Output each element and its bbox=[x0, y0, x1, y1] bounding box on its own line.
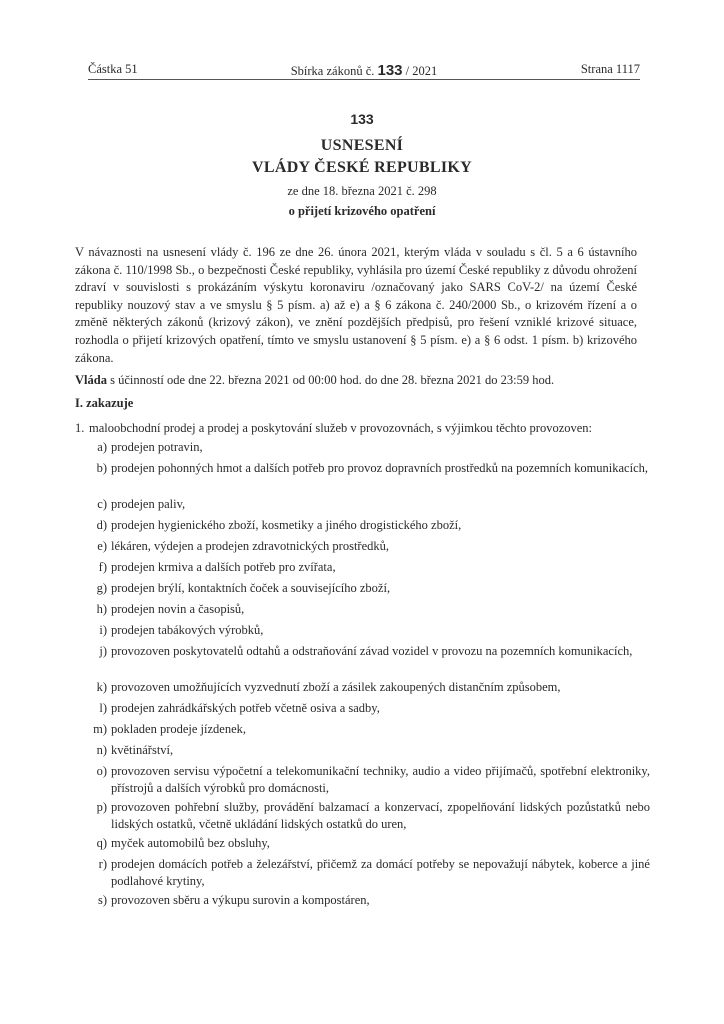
sub-item-text: provozoven servisu výpočetní a telekomunikační techniky, audio a video přijímačů, spotřební elektroniky, přístrojů a dalších výrobků pro domácnosti, bbox=[111, 764, 650, 795]
header-collection-year: / 2021 bbox=[405, 64, 438, 78]
page-header bbox=[88, 58, 640, 80]
item-number: 1. bbox=[75, 421, 85, 435]
sub-item-letter: f) bbox=[98, 560, 107, 574]
sub-item-letter: b) bbox=[96, 461, 107, 475]
section-heading: I. zakazuje bbox=[75, 396, 134, 410]
sub-item-letter: a) bbox=[97, 440, 107, 454]
sub-item-letter: p) bbox=[96, 800, 107, 814]
document-subject: o přijetí krizového opatření bbox=[288, 204, 436, 218]
sub-item bbox=[75, 460, 650, 477]
sub-item-text: provozoven umožňujících vyzvednutí zboží a zásilek zakoupených distančním způsobem, bbox=[111, 680, 561, 694]
sub-item-text: prodejen krmiva a dalších potřeb pro zvířata, bbox=[111, 560, 336, 574]
sub-item-letter: d) bbox=[96, 518, 107, 532]
sub-item bbox=[75, 742, 650, 759]
sub-item-text: prodejen potravin, bbox=[111, 440, 203, 454]
sub-item bbox=[75, 496, 650, 513]
header-rule bbox=[88, 79, 640, 80]
document-title: USNESENÍ bbox=[320, 137, 404, 154]
sub-item-text: prodejen novin a časopisů, bbox=[111, 602, 245, 616]
sub-item-text: provozoven sběru a výkupu surovin a kompostáren, bbox=[111, 893, 370, 907]
sub-item-text: prodejen tabákových výrobků, bbox=[111, 623, 264, 637]
sub-item-text: prodejen brýlí, kontaktních čoček a souvisejícího zboží, bbox=[111, 581, 391, 595]
sub-item-text: prodejen paliv, bbox=[111, 497, 186, 511]
sub-item bbox=[75, 439, 650, 456]
sub-item bbox=[75, 700, 650, 717]
header-page-number: Strana 1117 bbox=[580, 62, 640, 76]
sub-item bbox=[75, 763, 650, 796]
document-number: 133 bbox=[350, 111, 374, 127]
sub-item-text: lékáren, výdejen a prodejen zdravotnických prostředků, bbox=[111, 539, 390, 553]
document-issuer: VLÁDY ČESKÉ REPUBLIKY bbox=[252, 159, 472, 176]
sub-item-letter: e) bbox=[97, 539, 107, 553]
sub-item-text: prodejen pohonných hmot a dalších potřeb pro provoz dopravních prostředků na pozemních komunikacích, bbox=[111, 461, 649, 475]
sub-item-letter: n) bbox=[96, 743, 107, 757]
sub-item bbox=[75, 799, 650, 832]
sub-item bbox=[75, 601, 650, 618]
sub-item bbox=[75, 622, 650, 639]
item-text: maloobchodní prodej a prodej a poskytování služeb v provozovnách, s výjimkou těchto provozoven: bbox=[89, 421, 593, 435]
sub-item-letter: i) bbox=[99, 623, 107, 637]
sub-item-text: prodejen zahrádkářských potřeb včetně osiva a sadby, bbox=[111, 701, 380, 715]
sub-item bbox=[75, 538, 650, 555]
sub-item bbox=[75, 643, 650, 660]
header-collection-prefix: Sbírka zákonů č. bbox=[290, 64, 375, 78]
sub-item-text: prodejen domácích potřeb a železářství, přičemž za domácí potřeby se nepovažují nábytek, koberce a jiné podlahové krytiny, bbox=[111, 857, 650, 888]
effective-period: s účinností ode dne 22. března 2021 od 00:00 hod. do dne 28. března 2021 do 23:59 hod. bbox=[106, 373, 555, 387]
sub-item-text: provozoven poskytovatelů odtahů a odstraňování závad vozidel v provozu na pozemních komunikacích, bbox=[111, 644, 633, 658]
sub-item-letter: j) bbox=[99, 644, 107, 658]
sub-item-letter: m) bbox=[93, 722, 107, 736]
sub-item-text: provozoven pohřební služby, provádění balzamací a konzervací, zpopelňování lidských pozůstatků nebo lidských ostatků, včetně ukládání lidských ostatků do uren, bbox=[111, 800, 650, 831]
sub-item-text: pokladen prodeje jízdenek, bbox=[111, 722, 247, 736]
sub-item-text: prodejen hygienického zboží, kosmetiky a jiného drogistického zboží, bbox=[111, 518, 462, 532]
sub-item bbox=[75, 721, 650, 738]
sub-item-text: myček automobilů bez obsluhy, bbox=[111, 836, 270, 850]
sub-item-letter: q) bbox=[96, 836, 107, 850]
sub-item-letter: o) bbox=[96, 764, 107, 778]
sub-item bbox=[75, 835, 650, 852]
sub-item bbox=[75, 892, 650, 909]
sub-item-letter: r) bbox=[98, 857, 107, 871]
sub-item bbox=[75, 517, 650, 534]
sub-item bbox=[75, 679, 650, 696]
sub-item bbox=[75, 559, 650, 576]
sub-item-letter: h) bbox=[96, 602, 107, 616]
document-date: ze dne 18. března 2021 č. 298 bbox=[287, 184, 437, 198]
header-part: Částka 51 bbox=[88, 62, 138, 76]
government-label: Vláda bbox=[75, 373, 107, 387]
sub-item-letter: s) bbox=[97, 893, 107, 907]
sub-item-letter: c) bbox=[97, 497, 107, 511]
header-collection bbox=[88, 62, 640, 79]
sub-item bbox=[75, 856, 650, 889]
sub-item-letter: g) bbox=[96, 581, 107, 595]
sub-item bbox=[75, 580, 650, 597]
sub-item-letter: l) bbox=[99, 701, 107, 715]
sub-item-text: květinářství, bbox=[111, 743, 174, 757]
header-collection-number: 133 bbox=[377, 62, 403, 79]
effective-statement bbox=[75, 373, 655, 388]
sub-item-letter: k) bbox=[96, 680, 107, 694]
intro-paragraph: V návaznosti na usnesení vlády č. 196 ze dne 26. února 2021, kterým vláda v souladu s čl. 5 a 6 ústavního zákona č. 110/1998 Sb., o bezpečnosti České republiky, vyhlásila pro území České republiky z důvodu ohrožení zdraví v souvislosti s prokázáním výskytu koronaviru /označovaný jako SARS CoV-2/ na území České republiky nouzový stav a ve smyslu § 5 písm. a) až e) a § 6 zákona č. 240/2000 Sb., o krizovém řízení a o změně některých zákonů (krizový zákon), ve znění pozdějších předpisů, pro řešení vzniklé krizové situace, rozhodla o přijetí krizových opatření, tímto ve smyslu ustanovení § 5 písm. e) a § 6 odst. 1 písm. b) krizového zákona. bbox=[75, 245, 637, 365]
